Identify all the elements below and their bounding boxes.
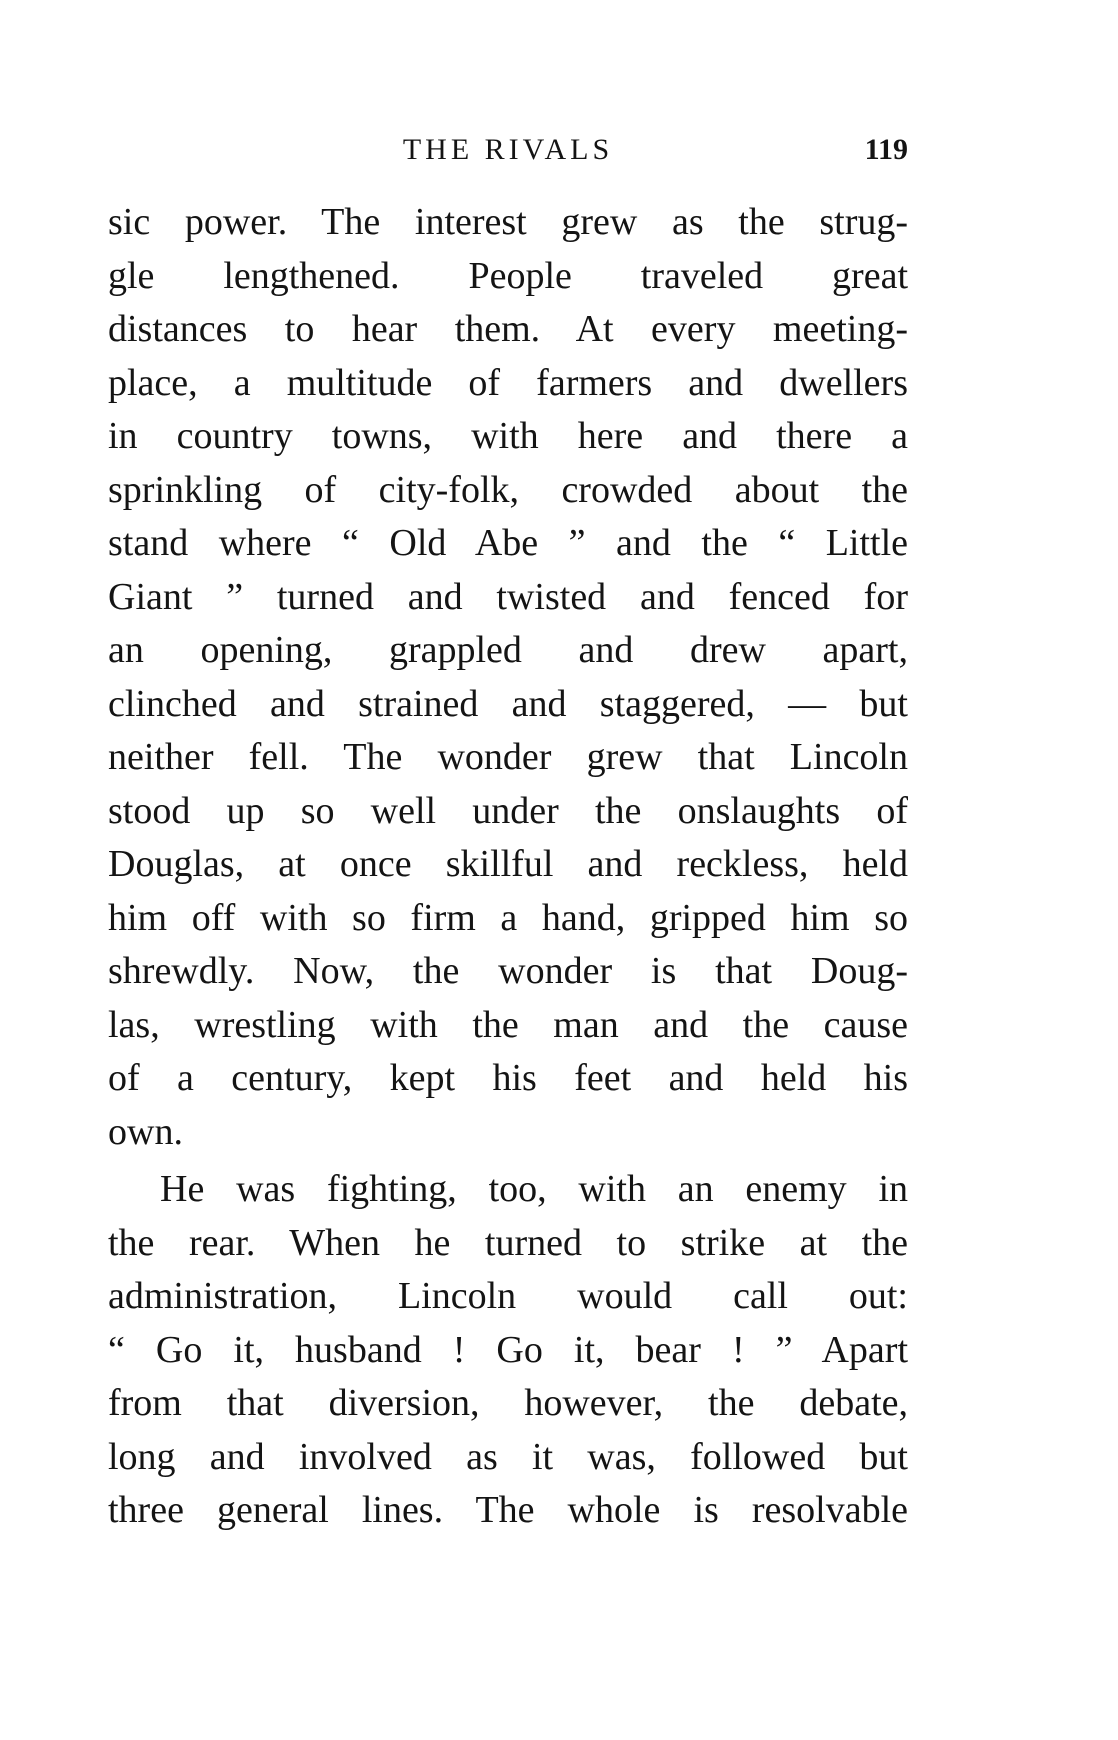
text-line: clinched and strained and staggered, — but xyxy=(108,682,908,725)
text-line: las, wrestling with the man and the cause xyxy=(108,1003,908,1046)
text-line: him off with so firm a hand, gripped him so xyxy=(108,896,908,939)
running-title: THE RIVALS xyxy=(402,133,614,166)
text-line: sic power. The interest grew as the strug- xyxy=(108,201,908,243)
text-line: Giant ” turned and twisted and fenced for xyxy=(108,575,908,618)
text-line: stand where “ Old Abe ” and the “ Little xyxy=(108,522,908,564)
text-line: Douglas, at once skillful and reckless, held xyxy=(108,843,908,885)
text-line: long and involved as it was, followed but xyxy=(108,1435,908,1478)
text-line: He was fighting, too, with an enemy in xyxy=(160,1168,908,1210)
text-line: the rear. When he turned to strike at the xyxy=(108,1221,908,1264)
text-line: sprinkling of city-folk, crowded about the xyxy=(108,468,908,511)
text-line: neither fell. The wonder grew that Lincoln xyxy=(108,736,908,778)
text-line: an opening, grappled and drew apart, xyxy=(108,629,908,671)
text-line: shrewdly. Now, the wonder is that Doug- xyxy=(108,950,908,992)
text-line: stood up so well under the onslaughts of xyxy=(108,789,908,832)
text-line: administration, Lincoln would call out: xyxy=(108,1275,908,1317)
text-line: from that diversion, however, the debate, xyxy=(108,1382,908,1424)
text-line: three general lines. The whole is resolvable xyxy=(108,1489,908,1531)
text-line: of a century, kept his feet and held his xyxy=(108,1057,908,1099)
page-number: 119 xyxy=(864,133,908,166)
paragraph-1 xyxy=(108,196,908,1159)
text-line: gle lengthened. People traveled great xyxy=(108,254,908,297)
text-line: own. xyxy=(108,1110,183,1153)
running-head xyxy=(108,128,908,172)
text-line: in country towns, with here and there a xyxy=(108,415,908,457)
text-line: place, a multitude of farmers and dwellers xyxy=(108,361,908,404)
body-text xyxy=(108,196,908,1538)
text-line: “ Go it, husband ! Go it, bear ! ” Apart xyxy=(108,1328,908,1371)
paragraph-2 xyxy=(108,1163,908,1538)
text-line: distances to hear them. At every meeting- xyxy=(108,308,908,350)
